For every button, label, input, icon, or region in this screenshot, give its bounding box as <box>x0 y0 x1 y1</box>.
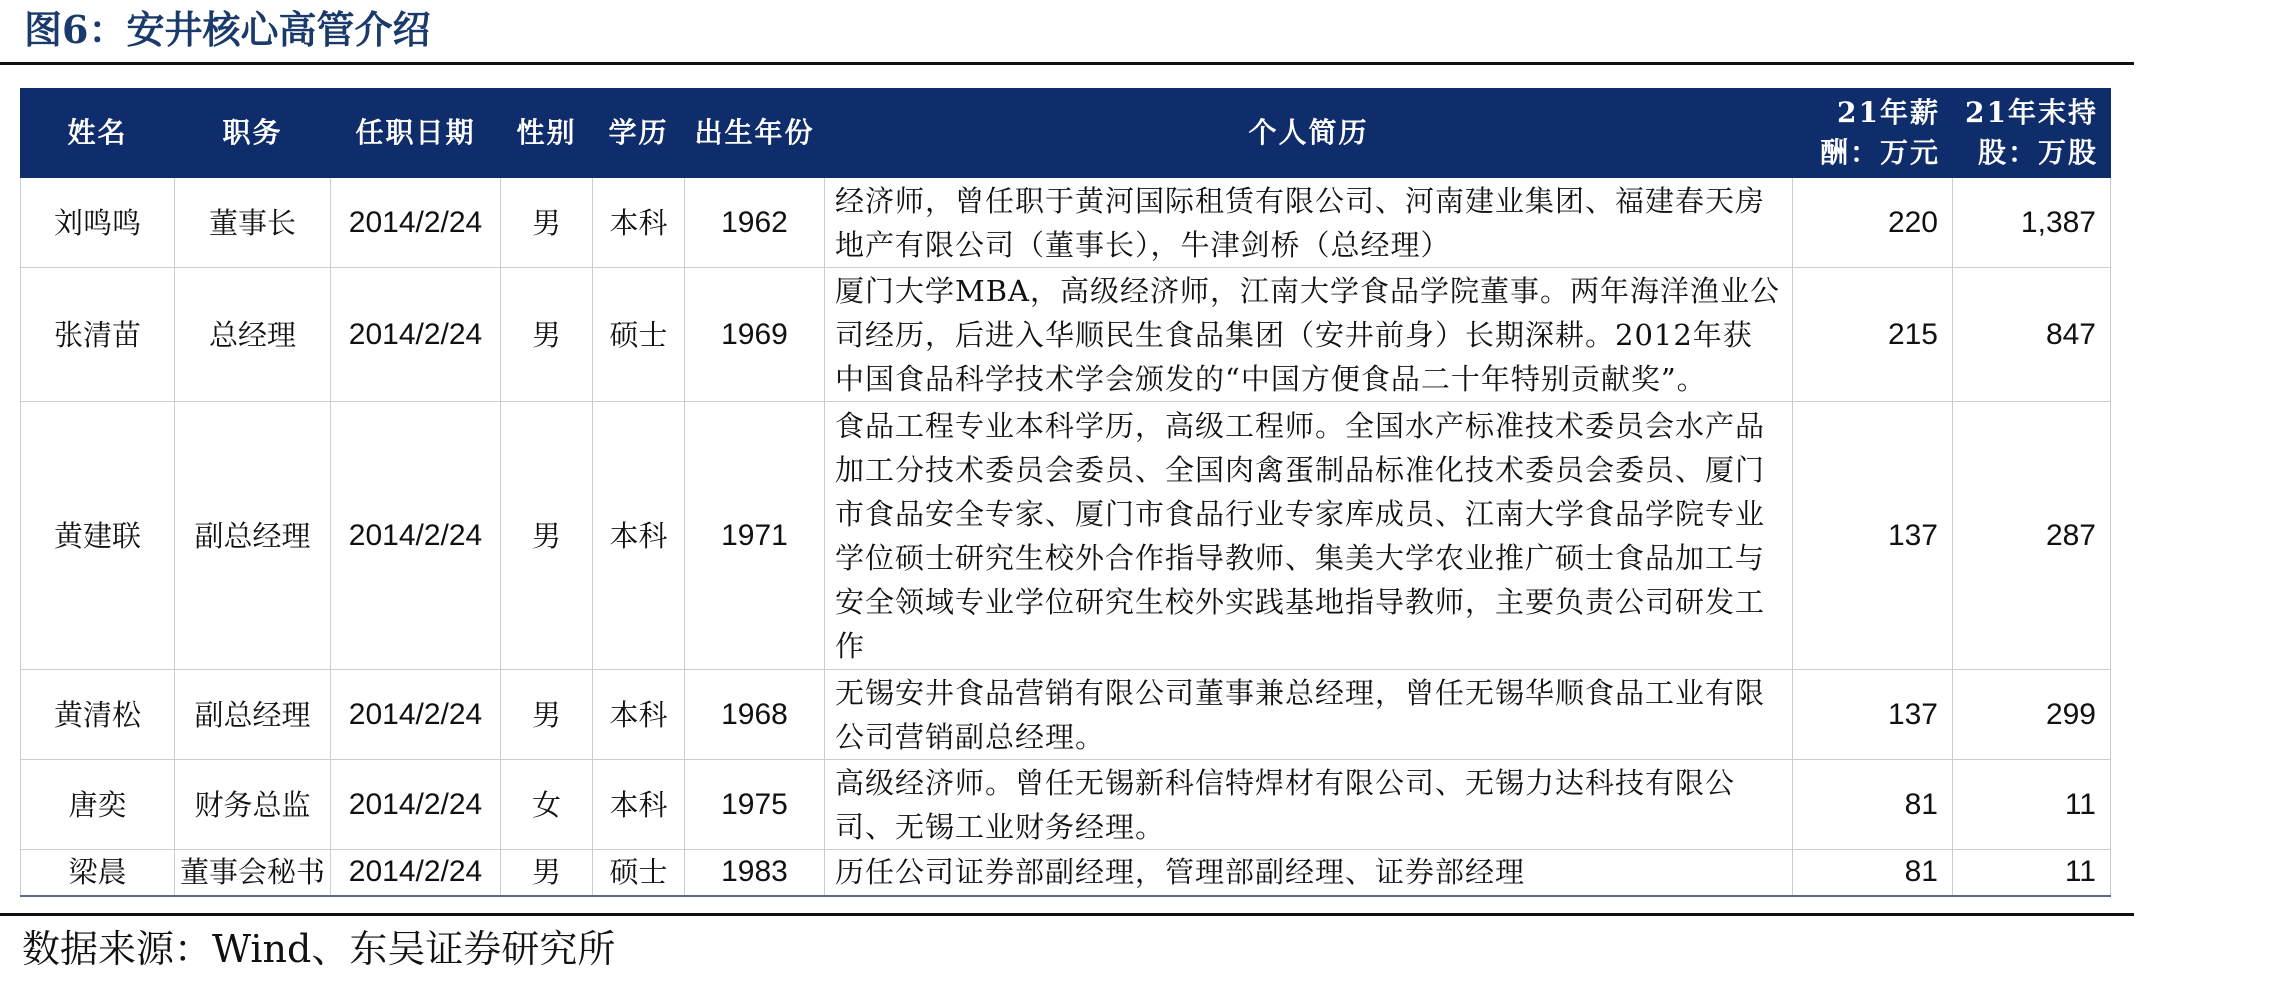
cell-shareholding: 287 <box>1953 402 2111 670</box>
cell-name: 张清苗 <box>21 268 175 402</box>
cell-gender: 男 <box>501 178 593 268</box>
table-row <box>21 670 2111 760</box>
cell-education: 本科 <box>593 402 685 670</box>
cell-biography: 食品工程专业本科学历，高级工程师。全国水产标准技术委员会水产品加工分技术委员会委员、全国肉禽蛋制品标准化技术委员会委员、厦门市食品安全专家、厦门市食品行业专家库成员、江南大学食品学院专业学位硕士研究生校外合作指导教师、集美大学农业推广硕士食品加工与安全领域专业学位研究生校外实践基地指导教师，主要负责公司研发工作 <box>825 402 1793 670</box>
cell-name: 刘鸣鸣 <box>21 178 175 268</box>
cell-name: 黄清松 <box>21 670 175 760</box>
executive-table-container <box>20 88 2110 897</box>
cell-education: 本科 <box>593 760 685 850</box>
bottom-rule <box>0 913 2134 916</box>
cell-name: 梁晨 <box>21 850 175 896</box>
header-position: 职务 <box>175 89 331 178</box>
cell-gender: 男 <box>501 670 593 760</box>
cell-date: 2014/2/24 <box>331 402 501 670</box>
cell-position: 董事长 <box>175 178 331 268</box>
header-shareholding: 21年末持股：万股 <box>1953 89 2111 178</box>
cell-gender: 男 <box>501 268 593 402</box>
cell-date: 2014/2/24 <box>331 268 501 402</box>
header-row <box>21 89 2111 178</box>
cell-education: 本科 <box>593 178 685 268</box>
header-birth-year: 出生年份 <box>685 89 825 178</box>
header-education: 学历 <box>593 89 685 178</box>
cell-name: 黄建联 <box>21 402 175 670</box>
cell-date: 2014/2/24 <box>331 670 501 760</box>
cell-shareholding: 1,387 <box>1953 178 2111 268</box>
table-row <box>21 850 2111 896</box>
header-salary: 21年薪酬：万元 <box>1793 89 1953 178</box>
top-rule <box>0 62 2134 65</box>
cell-education: 硕士 <box>593 850 685 896</box>
cell-name: 唐奕 <box>21 760 175 850</box>
cell-education: 硕士 <box>593 268 685 402</box>
cell-education: 本科 <box>593 670 685 760</box>
cell-birth-year: 1971 <box>685 402 825 670</box>
header-name: 姓名 <box>21 89 175 178</box>
cell-gender: 男 <box>501 850 593 896</box>
executive-table <box>20 88 2111 897</box>
cell-shareholding: 11 <box>1953 760 2111 850</box>
cell-biography: 厦门大学MBA，高级经济师，江南大学食品学院董事。两年海洋渔业公司经历，后进入华顺民生食品集团（安井前身）长期深耕。2012年获中国食品科学技术学会颁发的“中国方便食品二十年特别贡献奖”。 <box>825 268 1793 402</box>
cell-salary: 220 <box>1793 178 1953 268</box>
table-row <box>21 178 2111 268</box>
cell-date: 2014/2/24 <box>331 850 501 896</box>
cell-salary: 137 <box>1793 670 1953 760</box>
data-source-note: 数据来源：Wind、东吴证券研究所 <box>22 927 616 971</box>
cell-salary: 81 <box>1793 850 1953 896</box>
cell-position: 董事会秘书 <box>175 850 331 896</box>
cell-birth-year: 1975 <box>685 760 825 850</box>
cell-gender: 男 <box>501 402 593 670</box>
cell-biography: 历任公司证券部副经理，管理部副经理、证券部经理 <box>825 850 1793 896</box>
header-gender: 性别 <box>501 89 593 178</box>
cell-gender: 女 <box>501 760 593 850</box>
figure-title: 图6：安井核心高管介绍 <box>24 7 431 52</box>
cell-salary: 137 <box>1793 402 1953 670</box>
cell-birth-year: 1968 <box>685 670 825 760</box>
header-biography: 个人简历 <box>825 89 1793 178</box>
cell-position: 财务总监 <box>175 760 331 850</box>
cell-salary: 81 <box>1793 760 1953 850</box>
table-row <box>21 760 2111 850</box>
cell-shareholding: 11 <box>1953 850 2111 896</box>
cell-position: 副总经理 <box>175 402 331 670</box>
cell-shareholding: 299 <box>1953 670 2111 760</box>
cell-birth-year: 1962 <box>685 178 825 268</box>
cell-position: 总经理 <box>175 268 331 402</box>
cell-birth-year: 1969 <box>685 268 825 402</box>
cell-birth-year: 1983 <box>685 850 825 896</box>
table-row <box>21 402 2111 670</box>
table-row <box>21 268 2111 402</box>
cell-biography: 无锡安井食品营销有限公司董事兼总经理，曾任无锡华顺食品工业有限公司营销副总经理。 <box>825 670 1793 760</box>
cell-biography: 高级经济师。曾任无锡新科信特焊材有限公司、无锡力达科技有限公司、无锡工业财务经理。 <box>825 760 1793 850</box>
cell-salary: 215 <box>1793 268 1953 402</box>
cell-shareholding: 847 <box>1953 268 2111 402</box>
cell-position: 副总经理 <box>175 670 331 760</box>
header-appointment-date: 任职日期 <box>331 89 501 178</box>
cell-date: 2014/2/24 <box>331 178 501 268</box>
cell-biography: 经济师，曾任职于黄河国际租赁有限公司、河南建业集团、福建春天房地产有限公司（董事长），牛津剑桥（总经理） <box>825 178 1793 268</box>
cell-date: 2014/2/24 <box>331 760 501 850</box>
